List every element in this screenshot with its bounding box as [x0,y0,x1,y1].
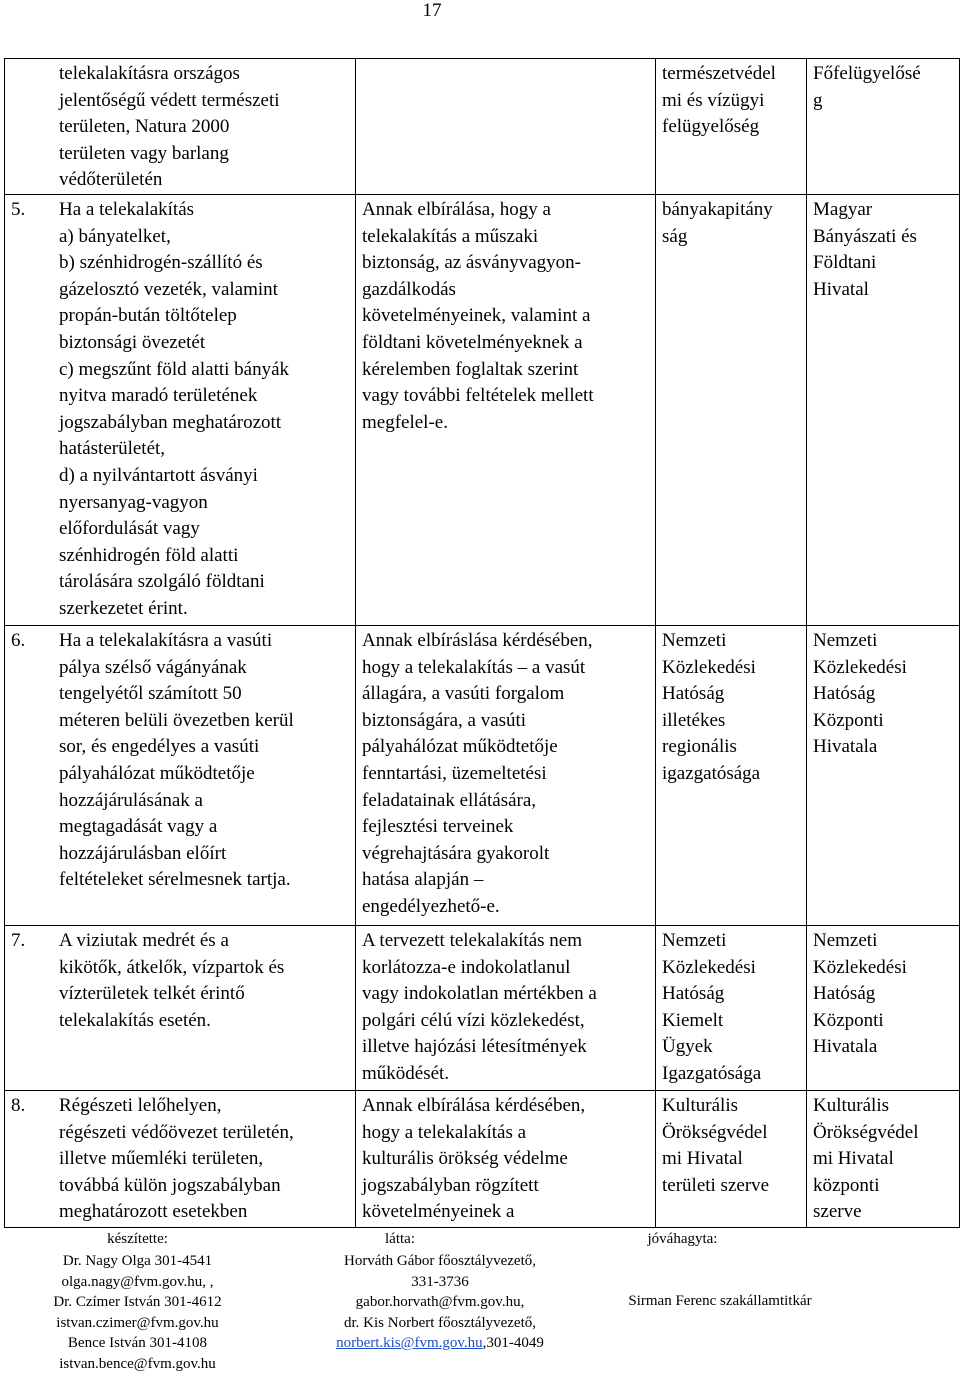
prepared-by-email: olga.nagy@fvm.gov.hu, , [61,1273,214,1290]
row-description: Régészeti lelőhelyen, régészeti védőövezet területén, illetve műemléki területen, továbbá külön jogszabályban meghatározott esetekben [59,1094,294,1223]
first-instance-authority: természetvédel mi és vízügyi felügyelőség [656,59,807,195]
first-instance-authority: bányakapitány ság [656,194,807,625]
row-number: 5. [11,198,26,220]
description-cell [5,1090,356,1227]
description-cell [5,625,356,925]
seen-by-line: dr. Kis Norbert főosztályvezető, [343,1314,537,1331]
row-description: A viziutak medrét és a kikötők, átkelők, vízpartok és vízterületek telkét érintő telekalakítás esetén. [59,929,285,1031]
table-row [5,194,960,625]
description-cell [5,194,356,625]
prepared-by-email: istvan.czimer@fvm.gov.hu [56,1314,219,1331]
seen-by-phone: 331-3736 [411,1273,469,1290]
second-instance-authority: Nemzeti Közlekedési Hatóság Központi Hivatala [807,625,960,925]
seen-by-label: látta: [385,1231,415,1247]
row-description: Ha a telekalakítás a) bányatelket, b) szénhidrogén-szállító és gázelosztó vezeték, valamint propán-bután töltőtelep biztonsági övezetét c) megszűnt föld alatti bányák nyitva maradó területének jogszabályban meghatározott hatásterületét, d) a nyilvántartott ásványi nyersanyag-vagyon előfordulását vagy szénhidrogén föld alatti tárolására szolgáló földtani szerkezetet érint. [59,198,290,619]
row-number: 8. [11,1094,26,1116]
permit-table [4,58,960,1228]
prepared-by-block [20,1229,255,1374]
table-row [5,925,960,1090]
row-number: 7. [11,929,26,951]
row-number [11,61,59,194]
approved-by-block [600,1229,840,1312]
table-row [5,1090,960,1227]
seen-by-block [290,1229,590,1354]
prepared-by-email: istvan.bence@fvm.gov.hu [59,1355,216,1372]
prepared-by-line: Dr. Czímer István 301-4612 [53,1294,222,1310]
question-cell: Annak elbírálása kérdésében, hogy a telekalakítás a kulturális örökség védelme jogszabályban rögzített követelményeinek a [356,1090,656,1227]
table-row [5,59,960,195]
prepared-by-line: Bence István 301-4108 [67,1335,208,1351]
row-description: telekalakításra országos jelentőségű védett természeti területen, Natura 2000 területen vagy barlang védőterületén [59,63,280,191]
description-cell [5,59,356,195]
approver-name: Sirman Ferenc szakállamtitkár [628,1293,812,1309]
row-number: 6. [11,629,26,651]
seen-by-phone-suffix: ,301-4049 [482,1335,544,1351]
prepared-by-line: Dr. Nagy Olga 301-4541 [62,1253,213,1269]
seen-by-email: gabor.horvath@fvm.gov.hu, [355,1294,525,1310]
seen-by-contact [290,1333,590,1354]
description-cell [5,925,356,1090]
first-instance-authority: Kulturális Örökségvédel mi Hivatal területi szerve [656,1090,807,1227]
question-cell: Annak elbírálása, hogy a telekalakítás a műszaki biztonság, az ásványvagyon- gazdálkodás követelményeinek, valamint a földtani követelményeknek a kérelemben foglaltak szerint vagy további feltételek mellett megfelel-e. [356,194,656,625]
page-number: 17 [422,0,442,21]
second-instance-authority: Főfelügyelősé g [807,59,960,195]
first-instance-authority: Nemzeti Közlekedési Hatóság Kiemelt Ügyek Igazgatósága [656,925,807,1090]
second-instance-authority: Kulturális Örökségvédel mi Hivatal központi szerve [807,1090,960,1227]
question-cell [356,59,656,195]
second-instance-authority: Nemzeti Közlekedési Hatóság Központi Hivatala [807,925,960,1090]
prepared-by-label: készítette: [107,1231,168,1247]
question-cell: Annak elbíráslása kérdésében, hogy a telekalakítás – a vasút állagára, a vasúti forgalom biztonságára, a vasúti pályahálózat működtetője fenntartási, üzemeltetési feladatainak ellátására, fejlesztési terveinek végrehajtására gyakorolt hatása alapján – engedélyezhető-e. [356,625,656,925]
second-instance-authority: Magyar Bányászati és Földtani Hivatal [807,194,960,625]
first-instance-authority: Nemzeti Közlekedési Hatóság illetékes regionális igazgatósága [656,625,807,925]
table-row [5,625,960,925]
signature-footer [0,1229,960,1375]
approved-spacer [600,1251,840,1291]
row-description: Ha a telekalakításra a vasúti pálya szélső vágányának tengelyétől számított 50 méteren belüli övezetben kerül sor, és engedélyes a vasúti pályahálózat működtetője hozzájárulásának a megtagadását vagy a hozzájárulásban előírt feltételeket sérelmesnek tartja. [59,629,294,891]
email-link[interactable]: norbert.kis@fvm.gov.hu [336,1335,483,1351]
seen-by-line: Horváth Gábor főosztályvezető, [343,1253,536,1269]
question-cell: A tervezett telekalakítás nem korlátozza-e indokolatlanul vagy indokolatlan mértékben a polgári célú vízi közlekedést, illetve hajózási létesítmények működését. [356,925,656,1090]
approved-by-label: jóváhagyta: [647,1231,718,1247]
